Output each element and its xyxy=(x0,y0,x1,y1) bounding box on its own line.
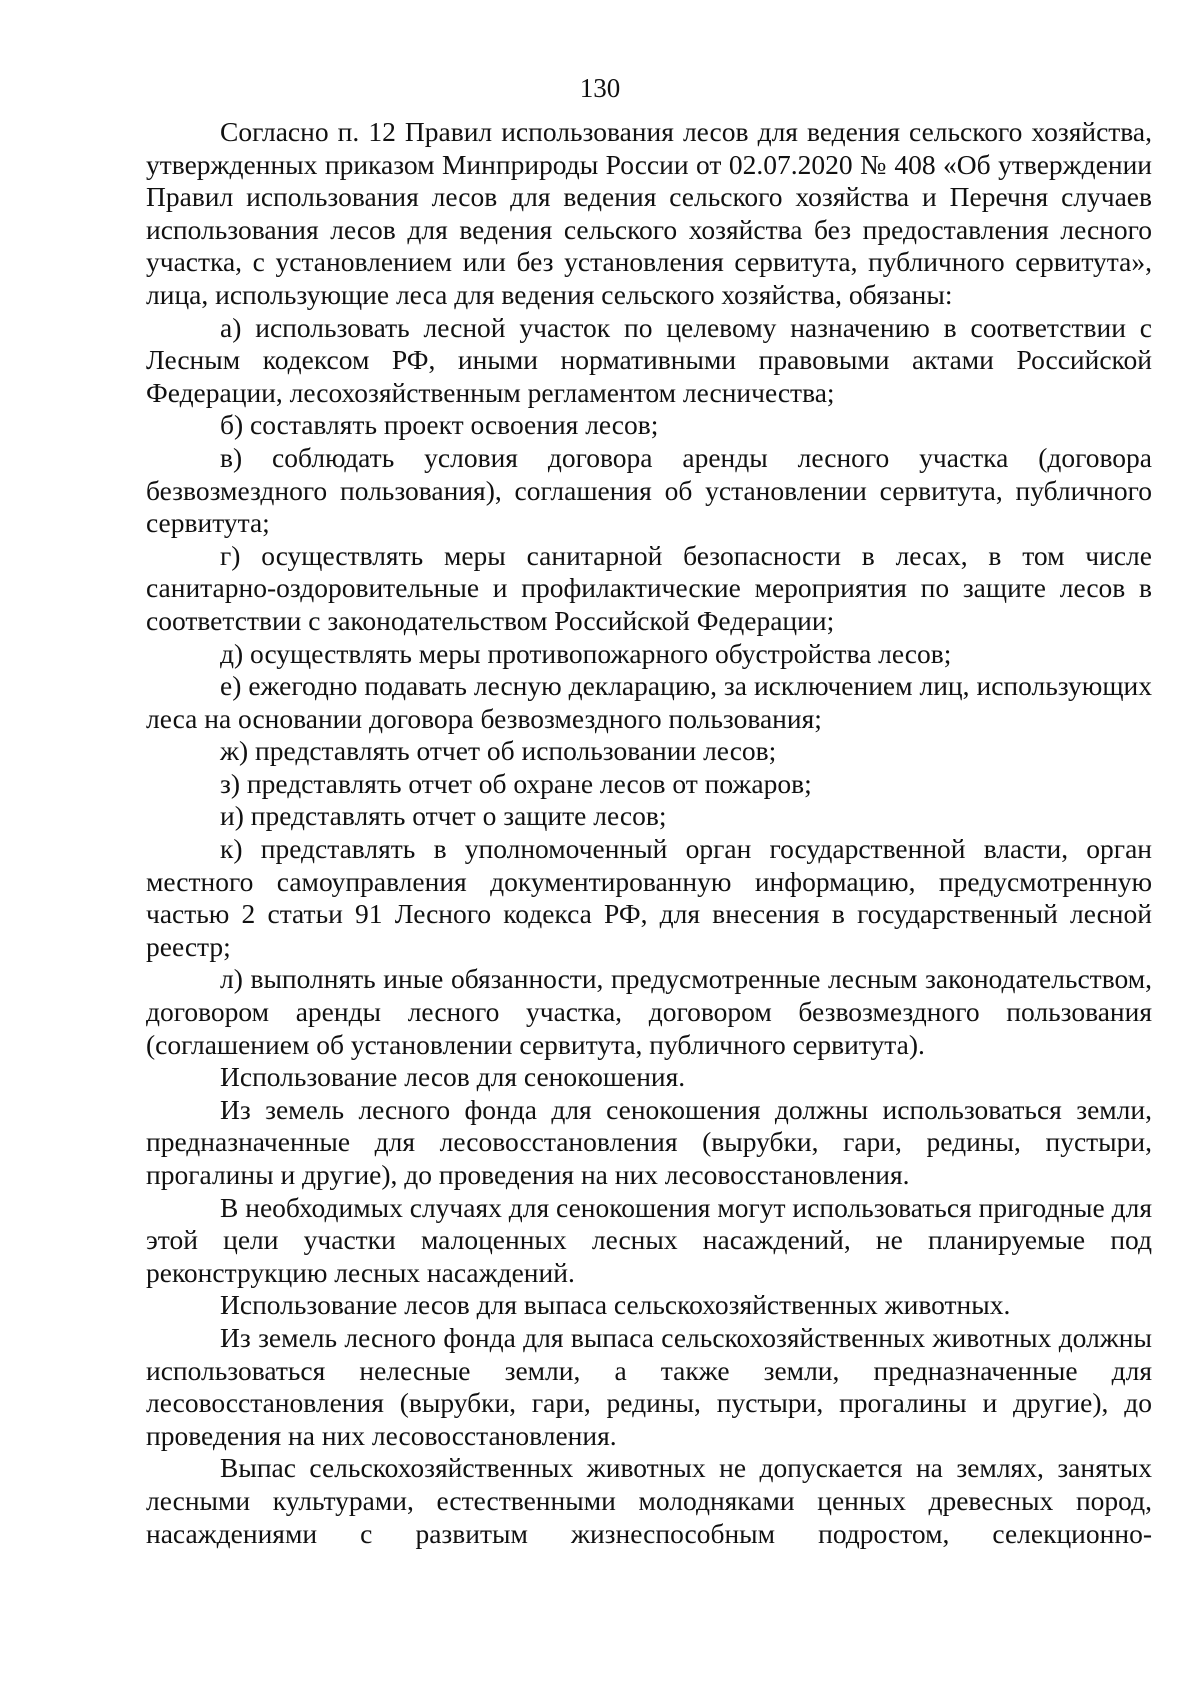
paragraph-haymaking-lands: Из земель лесного фонда для сенокошения должны использоваться земли, предназначенные для лесовосстановления (вырубки, гари, редины, пустыри, прогалины и другие), до проведения на них лесовосстановления. xyxy=(146,1093,1152,1190)
list-item-z: з) представлять отчет об охране лесов от пожаров; xyxy=(220,767,812,799)
list-item-d: д) осуществлять меры противопожарного обустройства лесов; xyxy=(220,637,952,669)
paragraph-grazing-restrictions: Выпас сельскохозяйственных животных не допускается на землях, занятых лесными культурами, естественными молодняками ценных древесных пород, насаждениями с развитым жизнеспособным подростом, селекционно- xyxy=(146,1452,1152,1549)
list-item-v: в) соблюдать условия договора аренды лесного участка (договора безвозмездного пользования), соглашения об установлении сервитута, публичного сервитута; xyxy=(146,441,1152,539)
paragraph-intro: Согласно п. 12 Правил использования лесов для ведения сельского хозяйства, утвержденных приказом Минприроды России от 02.07.2020 № 408 «Об утверждении Правил использования лесов для ведения сельского хозяйства и Перечня случаев использования лесов для ведения сельского хозяйства без предоставления лесного участка, с установлением или без установления сервитута, публичного сервитута», лица, использующие леса для ведения сельского хозяйства, обязаны: xyxy=(146,116,1152,310)
list-item-e: е) ежегодно подавать лесную декларацию, за исключением лиц, использующих леса на основании договора безвозмездного пользования; xyxy=(146,670,1152,734)
body-text xyxy=(146,116,1152,1550)
paragraph-grazing-lands: Из земель лесного фонда для выпаса сельскохозяйственных животных должны использоваться нелесные земли, а также земли, предназначенные для лесовосстановления (вырубки, гари, редины, пустыри, прогалины и другие), до проведения на них лесовосстановления. xyxy=(146,1321,1152,1451)
list-item-zh: ж) представлять отчет об использовании лесов; xyxy=(220,735,777,767)
list-item-l: л) выполнять иные обязанности, предусмотренные лесным законодательством, договором аренды лесного участка, договором безвозмездного пользования (соглашением об установлении сервитута, публичного сервитута). xyxy=(146,963,1152,1060)
list-item-k: к) представлять в уполномоченный орган государственной власти, орган местного самоуправления документированную информацию, предусмотренную частью 2 статьи 91 Лесного кодекса РФ, для внесения в государственный лесной реестр; xyxy=(146,833,1152,962)
list-item-a: а) использовать лесной участок по целевому назначению в соответствии с Лесным кодексом РФ, иными нормативными правовыми актами Российской Федерации, лесохозяйственным регламентом лесничества; xyxy=(146,311,1152,408)
list-item-i: и) представлять отчет о защите лесов; xyxy=(220,800,667,832)
section-heading-haymaking: Использование лесов для сенокошения. xyxy=(220,1061,686,1093)
list-item-b: б) составлять проект освоения лесов; xyxy=(220,409,659,441)
list-item-g: г) осуществлять меры санитарной безопасности в лесах, в том числе санитарно-оздоровительные и профилактические мероприятия по защите лесов в соответствии с законодательством Российской Федерации; xyxy=(146,539,1152,636)
section-heading-grazing: Использование лесов для выпаса сельскохозяйственных животных. xyxy=(220,1289,1011,1321)
paragraph-haymaking-cases: В необходимых случаях для сенокошения могут использоваться пригодные для этой цели участки малоценных лесных насаждений, не планируемые под реконструкцию лесных насаждений. xyxy=(146,1191,1152,1288)
page-number: 130 xyxy=(579,73,621,103)
